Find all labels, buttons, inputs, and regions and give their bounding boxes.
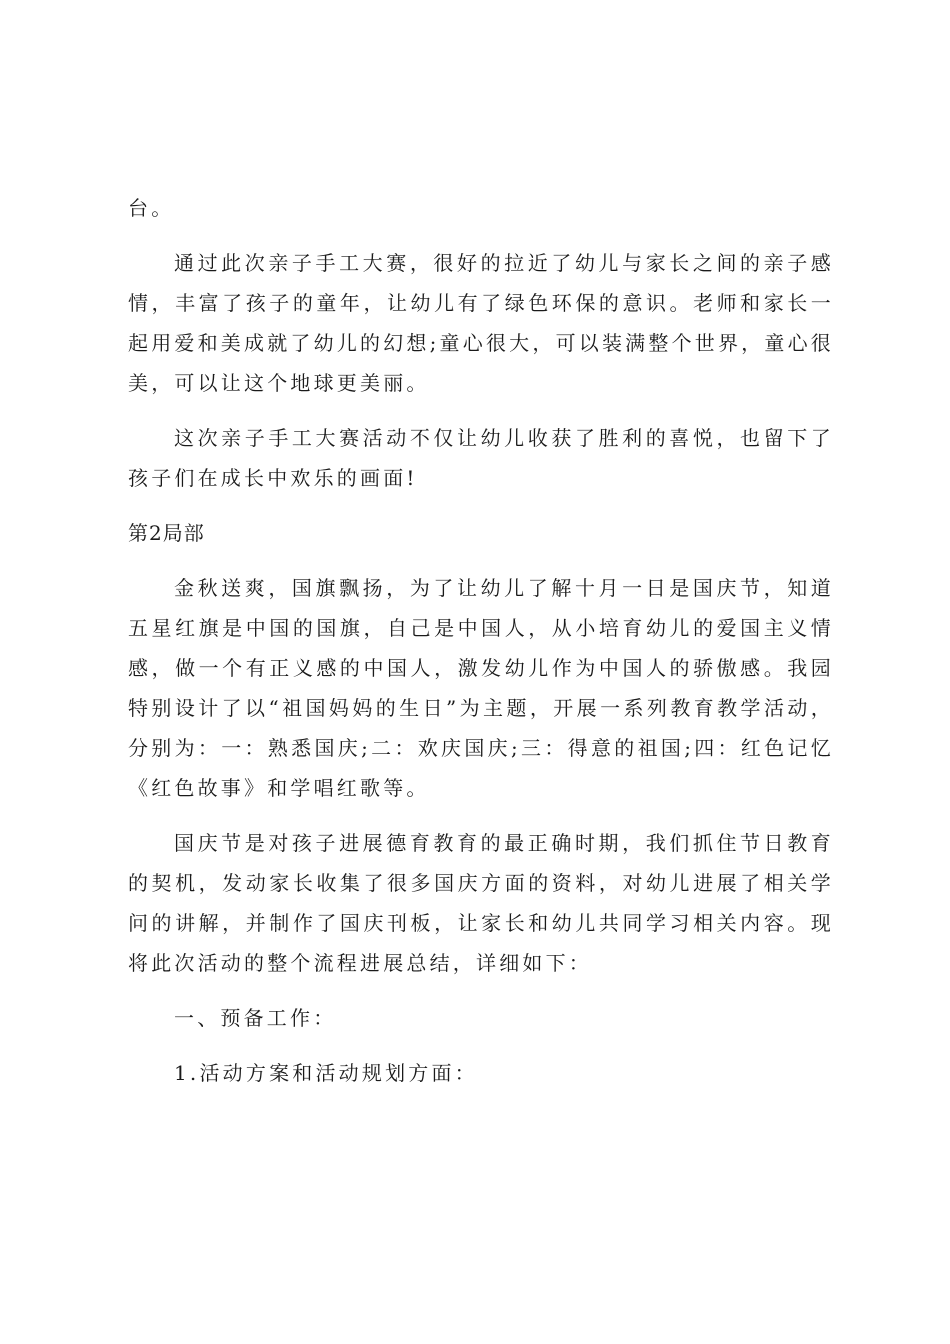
paragraph-handicraft-conclusion: 这次亲子手工大赛活动不仅让幼儿收获了胜利的喜悦，也留下了孩子们在成长中欢乐的画面! [128, 426, 834, 490]
paragraph-national-day-education: 国庆节是对孩子进展德育教育的最正确时期，我们抓住节日教育的契机，发动家长收集了很多国庆方面的资料，对幼儿进展了相关学问的讲解，并制作了国庆刊板，让家长和幼儿共同学习相关内容。现将此次活动的整个流程进展总结，详细如下： [128, 831, 834, 975]
paragraph-plan-heading: 1.活动方案和活动规划方面： [174, 1061, 478, 1085]
paragraph-handicraft-summary: 通过此次亲子手工大赛，很好的拉近了幼儿与家长之间的亲子感情，丰富了孩子的童年，让幼儿有了绿色环保的意识。老师和家长一起用爱和美成就了幼儿的幻想;童心很大，可以装满整个世界，童心很美，可以让这个地球更美丽。 [128, 251, 834, 395]
paragraph-preparation-heading: 一、预备工作： [174, 1006, 337, 1030]
section-heading: 第2局部 [128, 521, 205, 545]
paragraph-national-day-intro: 金秋送爽，国旗飘扬，为了让幼儿了解十月一日是国庆节，知道五星红旗是中国的国旗，自己是中国人，从小培育幼儿的爱国主义情感，做一个有正义感的中国人，激发幼儿作为中国人的骄傲感。我园特别设计了以“祖国妈妈的生日”为主题，开展一系列教育教学活动，分别为：一：熟悉国庆;二：欢庆国庆;三：得意的祖国;四：红色记忆《红色故事》和学唱红歌等。 [128, 576, 834, 800]
paragraph-continuation: 台。 [128, 196, 175, 220]
document-body [128, 188, 834, 1093]
